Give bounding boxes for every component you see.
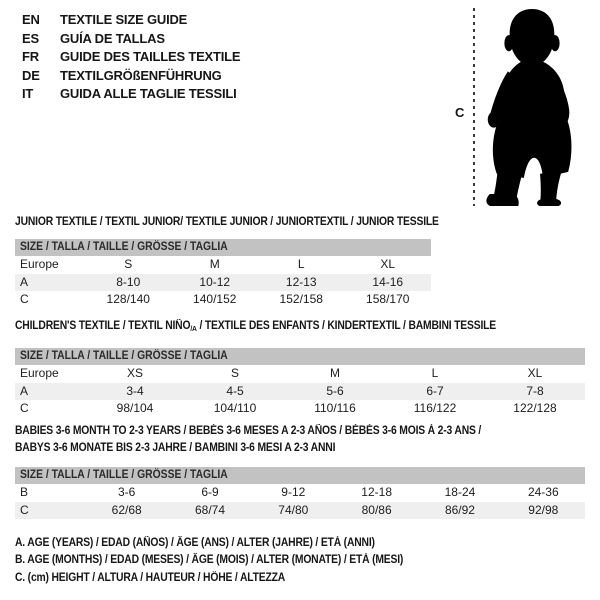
language-row-en	[22, 11, 240, 30]
language-row-de	[22, 67, 240, 86]
footnote-a-text: A. AGE (YEARS) / EDAD (AÑOS) / ÂGE (ANS) / ALTER (JAHRE) / ETÀ (ANNI)	[15, 537, 375, 549]
language-code: DE	[22, 67, 40, 83]
language-code: IT	[22, 86, 34, 102]
height-cell: 74/80	[278, 502, 309, 517]
row-label: A	[20, 274, 29, 289]
age-cell: 12-13	[285, 274, 317, 289]
height-dotted-line	[473, 8, 475, 206]
babies-size-table	[15, 467, 585, 519]
row-label: Europe	[20, 366, 59, 380]
size-cell: S	[230, 366, 239, 380]
table-row	[15, 274, 431, 292]
height-cell: 116/122	[413, 401, 457, 415]
babies-title-line2: BABYS 3-6 MONATE BIS 2-3 JAHRE / BAMBINI 3-6 MESI A 2-3 ANNI	[15, 442, 336, 454]
table-row	[15, 484, 585, 502]
height-cell: 128/140	[106, 292, 150, 306]
age-cell: 4-5	[226, 383, 244, 398]
height-cell: 152/158	[279, 292, 323, 306]
language-code: ES	[22, 30, 39, 46]
footnote-a	[15, 535, 446, 552]
children-section-title	[15, 320, 549, 332]
footnote-b	[15, 552, 446, 569]
size-header-band	[15, 239, 431, 256]
size-header-band	[15, 348, 585, 365]
row-label: A	[20, 383, 29, 398]
size-cell: XL	[527, 366, 543, 380]
size-cell: M	[209, 257, 220, 271]
language-row-fr	[22, 48, 240, 67]
language-title: GUIDE DES TAILLES TEXTILE	[60, 49, 241, 65]
height-cell: 68/74	[194, 502, 225, 517]
title-part: CHILDREN'S TEXTILE / TEXTIL NIÑO	[15, 320, 191, 332]
table-row	[15, 256, 431, 274]
height-cell: 98/104	[116, 401, 154, 415]
row-label: B	[20, 485, 29, 499]
language-code: EN	[22, 12, 40, 27]
title-part: / TEXTILE DES ENFANTS / KINDERTEXTIL / BAMBINI TESSILE	[196, 320, 497, 332]
age-cell: 24-36	[527, 485, 559, 499]
language-title: GUIDA ALLE TAGLIE TESSILI	[60, 86, 237, 102]
title-subscript: /A	[190, 324, 197, 333]
age-cell: 3-6	[117, 485, 136, 499]
junior-section-title	[15, 216, 486, 228]
language-row-it	[22, 85, 240, 104]
age-cell: 7-8	[526, 383, 544, 398]
size-header-band-text: SIZE / TALLA / TAILLE / GRÖSSE / TAGLIA	[20, 241, 228, 253]
height-cell: 140/152	[193, 292, 237, 306]
size-cell: XS	[126, 366, 143, 380]
row-label: Europe	[20, 257, 59, 271]
table-row	[15, 291, 431, 309]
height-measure-label: C	[455, 105, 465, 120]
footnote-c	[15, 570, 446, 587]
height-cell: 104/110	[213, 401, 257, 415]
age-cell: 8-10	[116, 274, 141, 289]
toddler-silhouette-icon	[482, 5, 586, 206]
row-label: C	[20, 292, 29, 306]
size-cell: L	[431, 366, 439, 380]
age-cell: 18-24	[444, 485, 476, 499]
height-cell: 158/170	[366, 292, 410, 306]
language-title: GUÍA DE TALLAS	[60, 30, 165, 46]
table-row	[15, 400, 585, 418]
footnote-b-text: B. AGE (MONTHS) / EDAD (MESES) / ÂGE (MOIS) / ALTER (MONATE) / ETÀ (MESI)	[15, 554, 404, 567]
table-row	[15, 502, 585, 520]
size-header-band	[15, 467, 585, 484]
language-row-es	[22, 30, 240, 49]
size-cell: XL	[380, 257, 396, 271]
language-title: TEXTILE SIZE GUIDE	[60, 12, 188, 27]
children-size-table	[15, 348, 585, 418]
size-cell: L	[297, 257, 305, 271]
junior-size-table	[15, 239, 431, 309]
height-cell: 80/86	[361, 502, 392, 517]
language-title: TEXTILGRÖßENFÜHRUNG	[60, 67, 222, 83]
age-cell: 14-16	[372, 274, 404, 289]
footnote-c-text: C. (cm) HEIGHT / ALTURA / HAUTEUR / HÖHE / ALTEZZA	[15, 571, 286, 584]
language-title-block	[22, 11, 240, 104]
size-cell: S	[124, 257, 133, 271]
size-header-band-text: SIZE / TALLA / TAILLE / GRÖSSE / TAGLIA	[20, 469, 228, 481]
age-cell: 3-4	[126, 383, 144, 398]
footnotes-block	[15, 535, 446, 587]
children-section-title-text	[15, 320, 496, 332]
row-label: C	[20, 401, 29, 415]
size-cell: M	[330, 366, 340, 380]
age-cell: 6-9	[201, 485, 219, 499]
age-cell: 12-18	[361, 485, 392, 499]
height-cell: 92/98	[528, 502, 559, 517]
age-cell: 5-6	[326, 383, 344, 398]
height-cell: 110/116	[314, 401, 356, 415]
age-cell: 10-12	[199, 274, 231, 289]
table-row	[15, 365, 585, 383]
language-code: FR	[22, 49, 39, 65]
height-cell: 86/92	[444, 502, 475, 517]
age-cell: 9-12	[281, 485, 306, 499]
row-label: C	[20, 502, 29, 517]
size-header-band-text: SIZE / TALLA / TAILLE / GRÖSSE / TAGLIA	[20, 350, 228, 362]
age-cell: 6-7	[426, 383, 444, 398]
babies-title-line1: BABIES 3-6 MONTH TO 2-3 YEARS / BEBÉS 3-6 MESES A 2-3 AÑOS / BÉBÉS 3-6 MOIS À 2-3 ANS /	[15, 425, 482, 437]
babies-section-title	[15, 423, 533, 457]
junior-section-title-text: JUNIOR TEXTILE / TEXTIL JUNIOR/ TEXTILE JUNIOR / JUNIORTEXTIL / JUNIOR TESSILE	[15, 216, 439, 228]
height-cell: 62/68	[111, 502, 142, 517]
height-cell: 122/128	[513, 401, 557, 415]
table-row	[15, 383, 585, 401]
